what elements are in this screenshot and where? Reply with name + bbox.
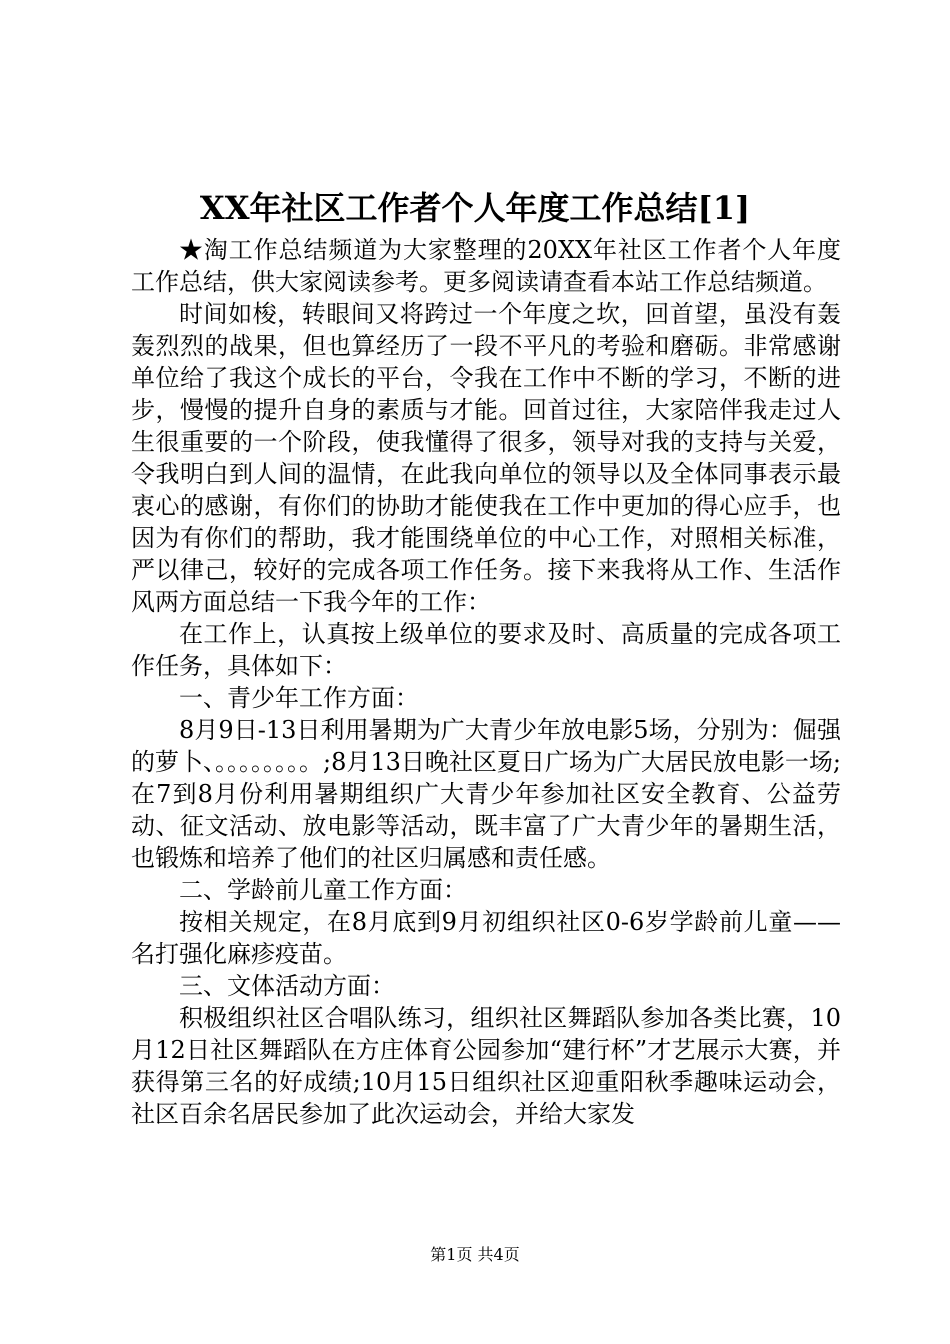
body-paragraph: 时间如梭，转眼间又将跨过一个年度之坎，回首望，虽没有轰轰烈烈的战果，但也算经历了一段不平凡的考验和磨砺。非常感谢单位给了我这个成长的平台，令我在工作中不断的学习，不断的进步，慢慢的提升自身的素质与才能。回首过往，大家陪伴我走过人生很重要的一个阶段，使我懂得了很多，领导对我的支持与关爱，令我明白到人间的温情，在此我向单位的领导以及全体同事表示最衷心的感谢，有你们的协助才能使我在工作中更加的得心应手，也因为有你们的帮助，我才能围绕单位的中心工作，对照相关标准，严以律己，较好的完成各项工作任务。接下来我将从工作、生活作风两方面总结一下我今年的工作： — [131, 300, 841, 616]
document-body — [131, 234, 841, 1130]
page-number: 第1页 共4页 — [430, 1245, 520, 1264]
body-paragraph: 按相关规定，在8月底到9月初组织社区0-6岁学龄前儿童——名打强化麻疹疫苗。 — [131, 908, 841, 968]
body-paragraph: 8月9日-13日利用暑期为广大青少年放电影5场，分别为：倔强的萝卜、。。。。。。。。;8月13日晚社区夏日广场为广大居民放电影一场;在7到8月份利用暑期组织广大青少年参加社区安全教育、公益劳动、征文活动、放电影等活动，既丰富了广大青少年的暑期生活，也锻炼和培养了他们的社区归属感和责任感。 — [131, 716, 841, 872]
section-heading: 二、学龄前儿童工作方面： — [179, 876, 467, 904]
body-paragraph: ★淘工作总结频道为大家整理的20XX年社区工作者个人年度工作总结，供大家阅读参考。更多阅读请查看本站工作总结频道。 — [131, 236, 841, 296]
body-paragraph: 在工作上，认真按上级单位的要求及时、高质量的完成各项工作任务，具体如下： — [131, 620, 841, 680]
section-heading: 一、青少年工作方面： — [179, 684, 419, 712]
body-paragraph: 积极组织社区合唱队练习，组织社区舞蹈队参加各类比赛，10月12日社区舞蹈队在方庄体育公园参加“建行杯”才艺展示大赛，并获得第三名的好成绩;10月15日组织社区迎重阳秋季趣味运动会，社区百余名居民参加了此次运动会，并给大家发 — [131, 1004, 841, 1128]
document-title: XX年社区工作者个人年度工作总结[1] — [199, 189, 751, 227]
section-heading: 三、文体活动方面： — [179, 972, 395, 1000]
